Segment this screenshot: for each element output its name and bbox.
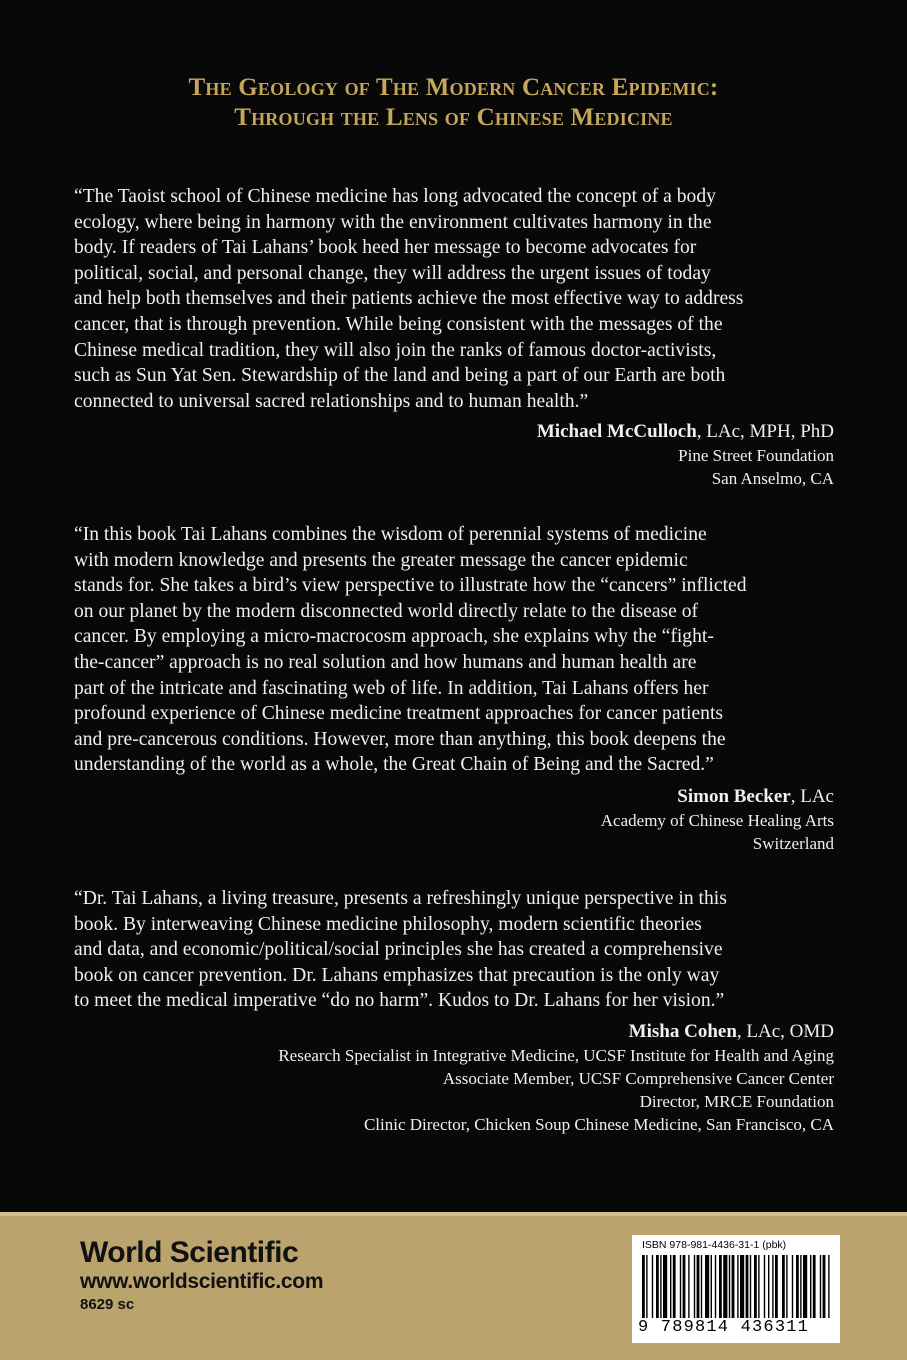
quote-line: on our planet by the modern disconnected world directly relate to the disease of — [74, 600, 699, 622]
barcode-bars-icon — [638, 1255, 834, 1319]
quote-line: and data, and economic/political/social principles she has created a comprehensive — [74, 939, 723, 961]
quote-line: cancer. By employing a micro-macrocosm approach, she explains why the “fight- — [74, 626, 714, 648]
endorsement-attribution-2 — [74, 785, 834, 855]
endorser-affiliation: Switzerland — [752, 834, 834, 853]
quote-line: and pre-cancerous conditions. However, more than anything, this book deepens the — [74, 728, 726, 750]
publisher-code: 8629 sc — [80, 1296, 135, 1313]
endorser-affiliation: Academy of Chinese Healing Arts — [600, 811, 834, 830]
endorser-credentials: , LAc, MPH, PhD — [696, 421, 834, 442]
quote-line: the-cancer” approach is no real solution and how humans and human health are — [74, 651, 697, 673]
quote-line: with modern knowledge and presents the greater message the cancer epidemic — [74, 549, 688, 571]
endorser-name: Simon Becker — [677, 786, 791, 807]
endorsement-attribution-1 — [74, 420, 834, 490]
quote-line: stands for. She takes a bird’s view perspective to illustrate how the “cancers” inflicted — [74, 575, 747, 597]
endorser-affiliation: San Anselmo, CA — [711, 469, 834, 488]
endorser-affiliation: Pine Street Foundation — [678, 446, 834, 465]
endorser-affiliation: Clinic Director, Chicken Soup Chinese Medicine, San Francisco, CA — [363, 1115, 834, 1134]
endorsement-attribution-3 — [74, 1020, 834, 1136]
endorser-affiliation: Research Specialist in Integrative Medicine, UCSF Institute for Health and Aging — [278, 1046, 834, 1065]
isbn-barcode — [632, 1235, 840, 1343]
quote-line: Chinese medical tradition, they will also join the ranks of famous doctor-activists, — [74, 339, 717, 361]
endorser-name: Misha Cohen — [628, 1021, 737, 1042]
quote-line: profound experience of Chinese medicine treatment approaches for cancer patients — [74, 703, 724, 725]
isbn-label: ISBN 978-981-4436-31-1 (pbk) — [642, 1239, 787, 1251]
quote-line: understanding of the world as a whole, the Great Chain of Being and the Sacred.” — [74, 754, 714, 776]
endorser-credentials: , LAc — [790, 786, 834, 807]
quote-line: book on cancer prevention. Dr. Lahans emphasizes that precaution is the only way — [74, 964, 720, 986]
quote-line: cancer, that is through prevention. While being consistent with the messages of the — [74, 313, 723, 335]
publisher-name: World Scientific — [80, 1236, 299, 1269]
quote-line: “In this book Tai Lahans combines the wisdom of perennial systems of medicine — [74, 524, 707, 545]
endorser-name: Michael McCulloch — [536, 421, 697, 442]
book-title — [0, 73, 907, 133]
endorser-credentials: , LAc, OMD — [736, 1021, 834, 1042]
quote-line: political, social, and personal change, they will address the urgent issues of today — [74, 262, 711, 284]
quote-line: ecology, where being in harmony with the environment cultivates harmony in the — [74, 211, 712, 233]
quote-line: “Dr. Tai Lahans, a living treasure, presents a refreshingly unique perspective in this — [74, 888, 727, 909]
quote-line: to meet the medical imperative “do no harm”. Kudos to Dr. Lahans for her vision.” — [74, 990, 725, 1012]
endorsement-quote-3 — [74, 886, 834, 1014]
title-line-2: Through the Lens of Chinese Medicine — [234, 104, 673, 131]
quote-line: connected to universal sacred relationships and to human health.” — [74, 390, 589, 412]
barcode-digits: 9 789814 436311 — [638, 1318, 834, 1338]
quote-line: part of the intricate and fascinating web of life. In addition, Tai Lahans offers her — [74, 677, 709, 699]
endorsement-quote-2 — [74, 522, 834, 778]
quote-line: book. By interweaving Chinese medicine philosophy, modern scientific theories — [74, 913, 702, 935]
quote-line: and help both themselves and their patients achieve the most effective way to address — [74, 288, 744, 310]
endorsement-quote-1 — [74, 184, 834, 414]
publisher-url: www.worldscientific.com — [80, 1270, 324, 1293]
publisher-block — [80, 1236, 323, 1316]
endorser-affiliation: Director, MRCE Foundation — [639, 1092, 834, 1111]
quote-line: “The Taoist school of Chinese medicine has long advocated the concept of a body — [74, 186, 716, 207]
endorser-affiliation: Associate Member, UCSF Comprehensive Cancer Center — [442, 1069, 834, 1088]
quote-line: body. If readers of Tai Lahans’ book heed her message to become advocates for — [74, 237, 697, 259]
quote-line: such as Sun Yat Sen. Stewardship of the land and being a part of our Earth are both — [74, 365, 726, 387]
title-line-1: The Geology of The Modern Cancer Epidemic: — [188, 74, 719, 101]
